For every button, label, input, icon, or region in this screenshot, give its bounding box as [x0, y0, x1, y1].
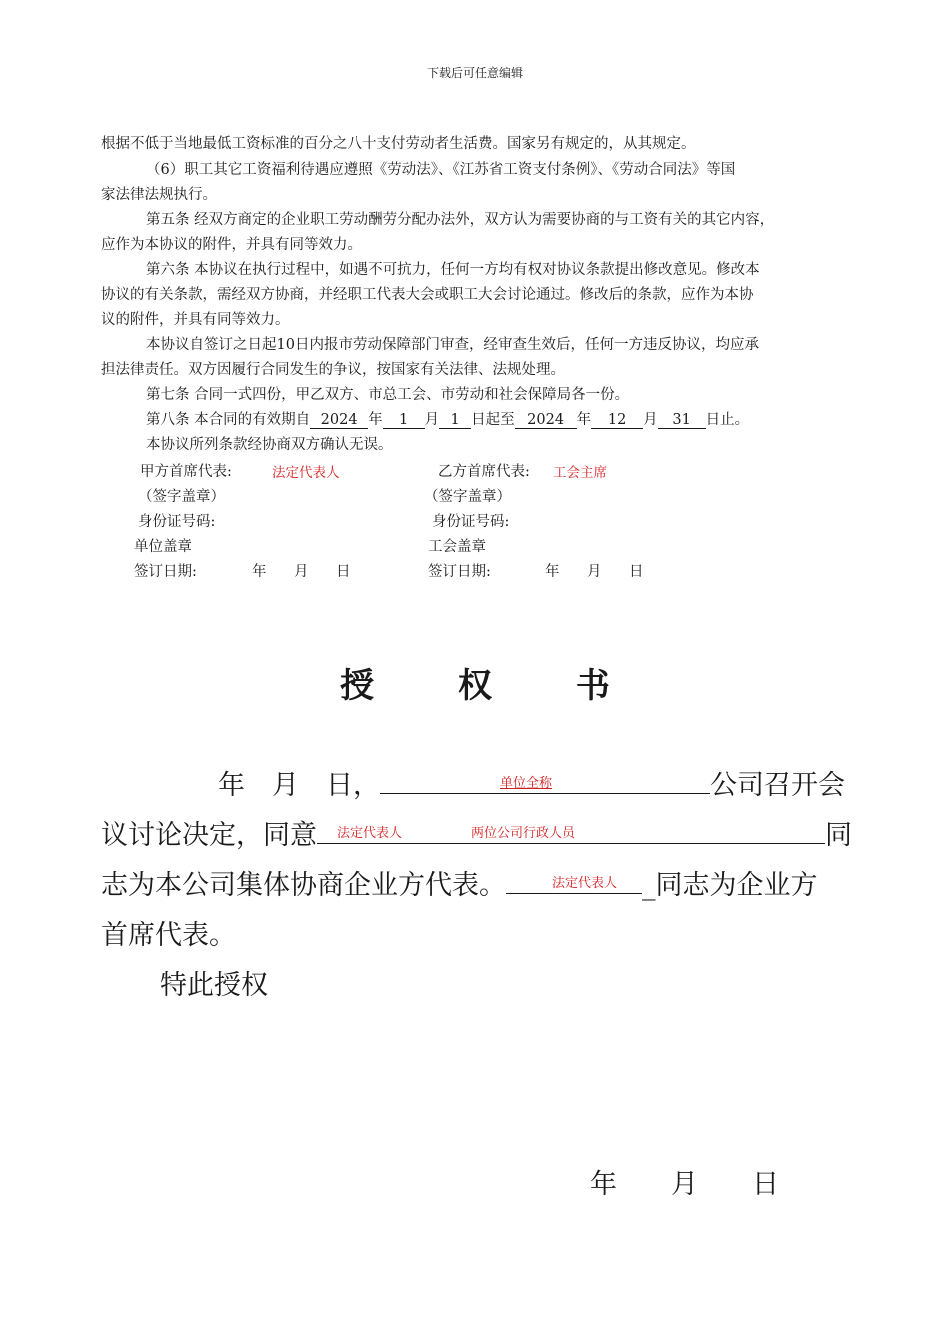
auth-line3-prefix: 志为本公司集体协商企业方代表。 [101, 870, 506, 901]
end-year: 2024 [515, 412, 577, 429]
auth-date-blank: 年 月 日， [218, 770, 380, 801]
unit-seal: 单位盖章 [134, 539, 192, 555]
auth-line4: 首席代表。 [101, 920, 236, 951]
representatives-blank [317, 813, 825, 844]
article-8 [146, 408, 749, 433]
party-b-id-label: 身份证号码: [432, 514, 510, 530]
party-b-value: 工会主席 [553, 465, 607, 481]
auth-line1-suffix: 公司召开会 [710, 770, 845, 801]
party-a-value: 法定代表人 [272, 465, 340, 481]
auth-line2 [101, 813, 852, 852]
article-6-line1: 第六条 本协议在执行过程中，如遇不可抗力，任何一方均有权对协议条款提出修改意见。修改本 [146, 262, 760, 278]
article-5-line1: 第五条 经双方商定的企业职工劳动酬劳分配办法外，双方认为需要协商的与工资有关的其它内容， [146, 212, 775, 228]
party-b-date-day: 日 [629, 564, 644, 580]
auth-line2-suffix: 同 [825, 820, 852, 851]
article-8-suffix: 日止。 [705, 412, 750, 428]
start-day: 1 [439, 412, 471, 429]
confirm-line: 本协议所列条款经协商双方确认无误。 [146, 437, 393, 453]
paragraph-welfare-line2: 家法律法规执行。 [101, 187, 217, 203]
article-6-line2: 协议的有关条款，需经双方协商，并经职工代表大会或职工大会讨论通过。修改后的条款，应作为本协 [101, 287, 754, 303]
party-a-date-year: 年 [252, 564, 267, 580]
auth-line2-prefix: 议讨论决定，同意 [101, 820, 317, 851]
chief-rep-blank [506, 863, 642, 894]
party-a-id-label: 身份证号码: [138, 514, 216, 530]
rep-placeholder: 法定代表人 [337, 826, 403, 841]
article-8-mid: 日起至 [471, 412, 515, 428]
company-placeholder: 单位全称 [500, 776, 553, 791]
party-a-date-label: 签订日期: [134, 564, 197, 580]
paragraph-welfare-line1: （6）职工其它工资福利待遇应遵照《劳动法》、《江苏省工资支付条例》、《劳动合同法》等国 [146, 162, 736, 178]
authorization-title: 授 权 书 [340, 666, 646, 706]
article-7: 第七条 合同一式四份，甲乙双方、市总工会、市劳动和社会保障局各一份。 [146, 387, 630, 403]
page-header: 下载后可任意编辑 [426, 66, 523, 80]
party-b-label: 乙方首席代表: [438, 464, 530, 480]
party-a-label: 甲方首席代表: [140, 464, 232, 480]
party-b-date-month: 月 [587, 564, 602, 580]
party-a-date-day: 日 [336, 564, 351, 580]
year-label: 年 [368, 412, 383, 428]
year-label: 年 [576, 412, 592, 428]
end-day: 31 [658, 412, 706, 429]
end-month: 12 [591, 412, 643, 429]
article-5-line2: 应作为本协议的附件，并具有同等效力。 [101, 237, 362, 253]
union-seal: 工会盖章 [428, 539, 486, 555]
company-name-blank [380, 763, 710, 794]
article-6-line3: 议的附件，并具有同等效力。 [101, 312, 290, 328]
staff-placeholder: 两位公司行政人员 [471, 826, 576, 841]
article-8-prefix: 第八条 本合同的有效期自 [146, 412, 311, 428]
party-b-date-year: 年 [545, 564, 560, 580]
effect-line2: 担法律责任。双方因履行合同发生的争议，按国家有关法律、法规处理。 [101, 362, 565, 378]
footer-date: 年 月 日 [590, 1169, 779, 1200]
start-year: 2024 [310, 412, 368, 429]
paragraph-living-expense: 根据不低于当地最低工资标准的百分之八十支付劳动者生活费。国家另有规定的，从其规定。 [101, 136, 696, 152]
party-a-seal-sign: （签字盖章） [138, 489, 225, 505]
auth-line3-suffix: _同志为企业方 [642, 870, 818, 901]
party-a-date-month: 月 [294, 564, 309, 580]
party-b-date-label: 签订日期: [428, 564, 491, 580]
month-label: 月 [424, 412, 440, 428]
special-authorization: 特此授权 [160, 970, 268, 1001]
auth-line3 [101, 863, 818, 902]
party-b-seal-sign: （签字盖章） [424, 489, 511, 505]
auth-line1 [218, 763, 845, 802]
chief-placeholder: 法定代表人 [552, 876, 618, 891]
effect-line1: 本协议自签订之日起10日内报市劳动保障部门审查，经审查生效后，任何一方违反协议，均应承 [146, 337, 759, 353]
month-label: 月 [643, 412, 658, 428]
start-month: 1 [383, 412, 425, 429]
